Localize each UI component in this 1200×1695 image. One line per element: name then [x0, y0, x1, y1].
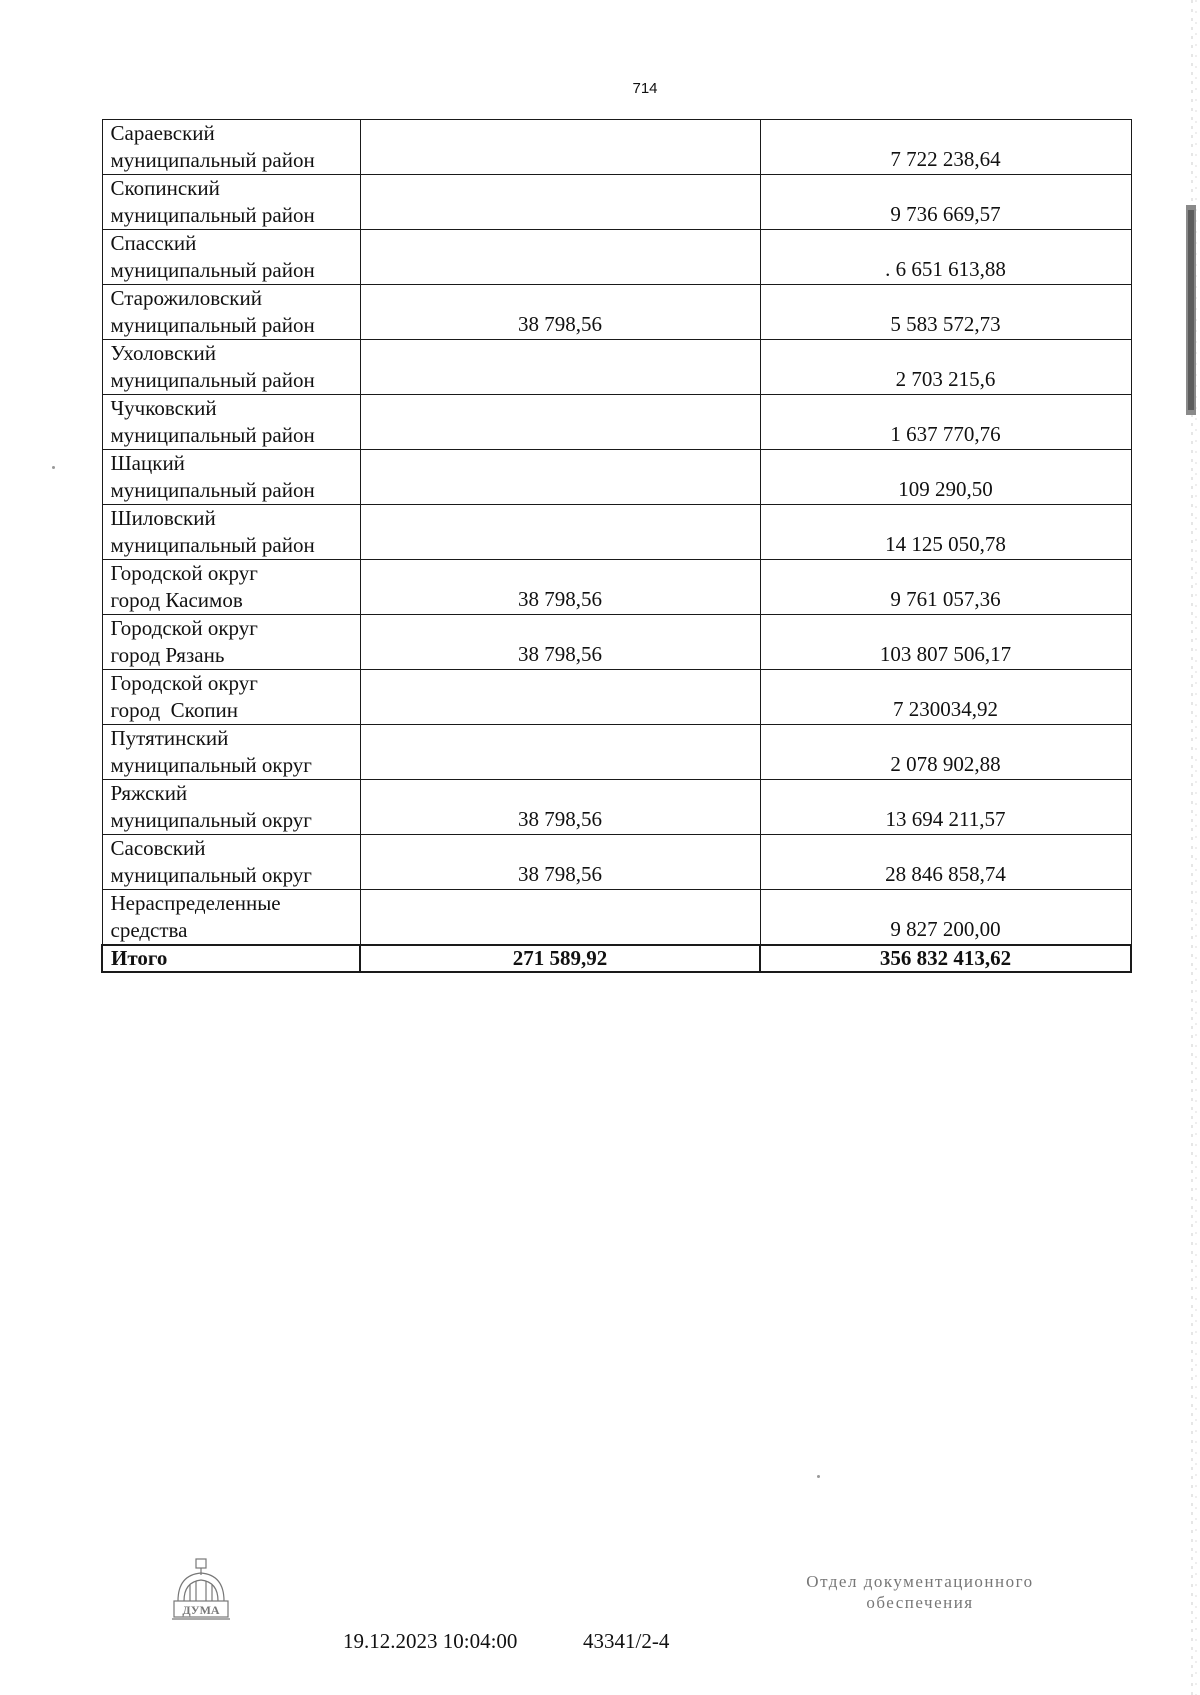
amount-col2-cell: 38 798,56	[360, 560, 760, 615]
table-row	[102, 890, 1131, 946]
municipality-name-cell	[102, 395, 360, 450]
table-row	[102, 560, 1131, 615]
table-row	[102, 120, 1131, 175]
municipality-name-line2: средства	[110, 918, 188, 942]
amount-col3-cell: 7 230034,92	[760, 670, 1131, 725]
amount-col2-cell: 38 798,56	[360, 615, 760, 670]
municipality-name-line2: город Рязань	[110, 643, 225, 667]
municipality-name-cell	[102, 285, 360, 340]
municipality-name-line2: муниципальный район	[110, 203, 315, 227]
municipality-name-line1: Сараевский	[110, 121, 215, 145]
department-stamp	[790, 1571, 1050, 1613]
municipality-name-cell	[102, 560, 360, 615]
table-row	[102, 450, 1131, 505]
municipality-name-line1: Ряжский	[110, 781, 188, 805]
municipality-name-line1: Сасовский	[110, 836, 206, 860]
amount-col3-cell: 2 078 902,88	[760, 725, 1131, 780]
municipality-name-line1: Путятинский	[110, 726, 229, 750]
municipality-name-cell	[102, 890, 360, 946]
table-row	[102, 670, 1131, 725]
amount-col2-cell	[360, 395, 760, 450]
amount-col3-cell: 28 846 858,74	[760, 835, 1131, 890]
amount-col2-cell: 38 798,56	[360, 780, 760, 835]
table-row	[102, 725, 1131, 780]
stamp-line2: обеспечения	[866, 1593, 974, 1612]
table-row	[102, 835, 1131, 890]
municipality-name-line1: Городской округ	[110, 561, 258, 585]
amount-col2-cell	[360, 230, 760, 285]
municipality-name-cell	[102, 120, 360, 175]
municipality-name-cell	[102, 450, 360, 505]
amount-col3-cell: 5 583 572,73	[760, 285, 1131, 340]
municipality-name-line2: муниципальный район	[110, 533, 315, 557]
municipality-name-cell	[102, 340, 360, 395]
scan-edge-artifact	[1178, 0, 1200, 1695]
amount-col3-cell: 103 807 506,17	[760, 615, 1131, 670]
amount-col3-cell: 9 761 057,36	[760, 560, 1131, 615]
municipality-name-cell	[102, 725, 360, 780]
municipality-name-line2: муниципальный район	[110, 148, 315, 172]
municipality-name-line2: муниципальный район	[110, 313, 315, 337]
table-row	[102, 505, 1131, 560]
municipality-name-cell	[102, 505, 360, 560]
amount-col2-cell	[360, 450, 760, 505]
allocation-table	[101, 119, 1132, 973]
amount-col2-cell	[360, 175, 760, 230]
amount-col2-cell	[360, 340, 760, 395]
municipality-name-line2: город Касимов	[110, 588, 243, 612]
municipality-name-cell	[102, 230, 360, 285]
municipality-name-line2: муниципальный округ	[110, 753, 312, 777]
scan-speck	[52, 466, 55, 469]
municipality-name-line1: Шацкий	[110, 451, 185, 475]
table-row	[102, 395, 1131, 450]
logo-text: ДУМА	[182, 1603, 220, 1617]
amount-col3-cell: 109 290,50	[760, 450, 1131, 505]
amount-col3-cell: 9 736 669,57	[760, 175, 1131, 230]
amount-col3-cell: 9 827 200,00	[760, 890, 1131, 946]
amount-col3-cell: . 6 651 613,88	[760, 230, 1131, 285]
municipality-name-line1: Городской округ	[110, 616, 258, 640]
municipality-name-line1: Городской округ	[110, 671, 258, 695]
municipality-name-line2: муниципальный район	[110, 258, 315, 282]
document-datetime: 19.12.2023 10:04:00	[343, 1629, 518, 1653]
municipality-name-cell	[102, 670, 360, 725]
municipality-name-line2: муниципальный район	[110, 368, 315, 392]
municipality-name-cell	[102, 835, 360, 890]
amount-col2-cell	[360, 890, 760, 946]
amount-col2-cell	[360, 120, 760, 175]
municipality-name-line1: Спасский	[110, 231, 197, 255]
amount-col3-cell: 14 125 050,78	[760, 505, 1131, 560]
table-row	[102, 615, 1131, 670]
amount-col3-cell: 2 703 215,6	[760, 340, 1131, 395]
duma-building-logo-icon	[170, 1557, 232, 1621]
table-row	[102, 175, 1131, 230]
table-row	[102, 340, 1131, 395]
municipality-name-line2: город Скопин	[110, 698, 239, 722]
table-row	[102, 780, 1131, 835]
amount-col3-cell: 13 694 211,57	[760, 780, 1131, 835]
municipality-name-line2: муниципальный район	[110, 423, 315, 447]
amount-col2-cell	[360, 505, 760, 560]
municipality-name-line2: муниципальный округ	[110, 808, 312, 832]
document-code: 43341/2-4	[583, 1629, 670, 1653]
table-row	[102, 285, 1131, 340]
page-number: 714	[632, 80, 658, 97]
municipality-name-line2: муниципальный округ	[110, 863, 312, 887]
municipality-name-line2: муниципальный район	[110, 478, 315, 502]
table-row	[102, 230, 1131, 285]
total-label: Итого	[102, 945, 360, 972]
municipality-name-line1: Ухоловский	[110, 341, 216, 365]
municipality-name-line1: Чучковский	[110, 396, 217, 420]
municipality-name-line1: Скопинский	[110, 176, 220, 200]
municipality-name-cell	[102, 615, 360, 670]
amount-col2-cell: 38 798,56	[360, 285, 760, 340]
amount-col3-cell: 1 637 770,76	[760, 395, 1131, 450]
municipality-name-cell	[102, 175, 360, 230]
amount-col2-cell: 38 798,56	[360, 835, 760, 890]
stamp-line1: Отдел документационного	[806, 1572, 1034, 1591]
amount-col2-cell	[360, 725, 760, 780]
municipality-name-line1: Старожиловский	[110, 286, 262, 310]
scan-speck	[817, 1475, 820, 1478]
total-row	[102, 945, 1131, 972]
municipality-name-line1: Шиловский	[110, 506, 216, 530]
amount-col3-cell: 7 722 238,64	[760, 120, 1131, 175]
municipality-name-line1: Нераспределенные	[110, 891, 281, 915]
municipality-name-cell	[102, 780, 360, 835]
amount-col2-cell	[360, 670, 760, 725]
total-col3: 356 832 413,62	[760, 945, 1131, 972]
total-col2: 271 589,92	[360, 945, 760, 972]
